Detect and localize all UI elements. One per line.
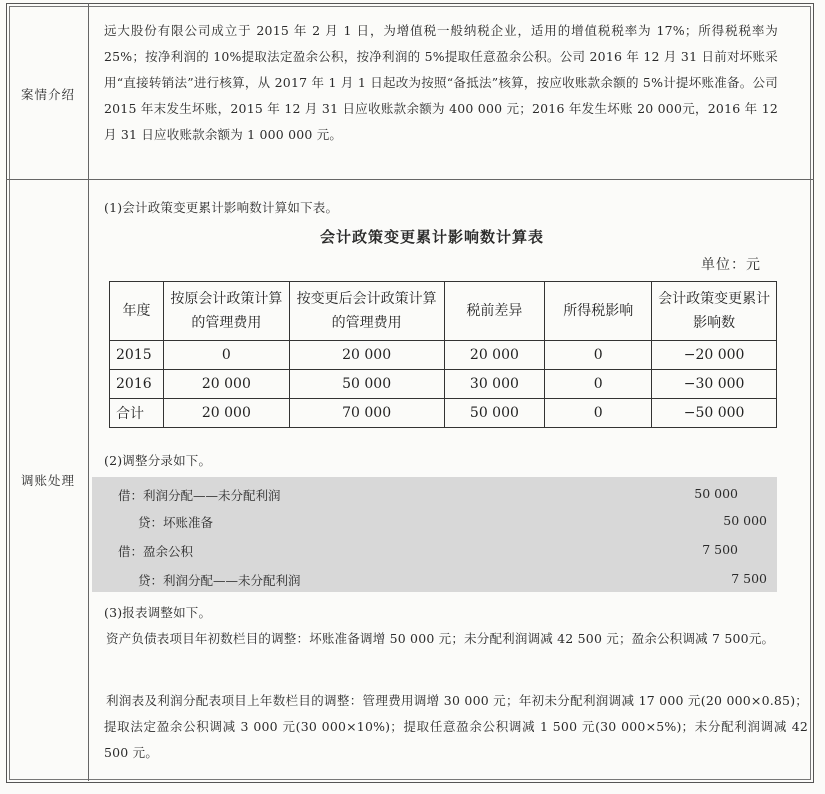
header-original-cost: 按原会计政策计算的管理费用 [163, 282, 289, 341]
table-row [110, 399, 777, 428]
step1-heading: (1)会计政策变更累计影响数计算如下表。 [104, 200, 339, 215]
header-pretax-diff: 税前差异 [444, 282, 545, 341]
column-divider [88, 3, 89, 781]
income-statement-adjustment: 利润表及利润分配表项目上年数栏目的调整：管理费用调增 30 000 元；年初未分配利润调减 17 000 元(20 000×0.85)；提取法定盈余公积调减 3 000 元(30 000×10%)；提取任意盈余公积调减 1 500 元(30 000×5%)；未分配利润调减 42 500 元。 [104, 693, 808, 760]
table-cell: −20 000 [652, 341, 777, 370]
table-cell: 20 000 [163, 399, 289, 428]
table-header-row [110, 282, 777, 341]
header-new-cost: 按变更后会计政策计算的管理费用 [289, 282, 444, 341]
table-cell: 20 000 [289, 341, 444, 370]
table-cell: 0 [163, 341, 289, 370]
table-cell: 50 000 [444, 399, 545, 428]
table-cell: 70 000 [289, 399, 444, 428]
table-cell: −50 000 [652, 399, 777, 428]
case-intro-label: 案情介绍 [20, 87, 75, 102]
table-cell: 2015 [110, 341, 164, 370]
entry-text: 借：利润分配——未分配利润 [118, 488, 281, 503]
header-year: 年度 [110, 282, 164, 341]
entry-text: 借：盈余公积 [118, 544, 194, 559]
table-cell: 合计 [110, 399, 164, 428]
table-title: 会计政策变更累计影响数计算表 [320, 228, 545, 246]
table-cell: 0 [545, 399, 652, 428]
table-cell: 0 [545, 370, 652, 399]
balance-sheet-adjustment: 资产负债表项目年初数栏目的调整：坏账准备调增 50 000 元；未分配利润调减 42 500 元；盈余公积调减 7 500元。 [106, 631, 775, 646]
entry-text: 贷：坏账准备 [138, 515, 214, 530]
impact-table [109, 281, 777, 428]
entry-amount: 50 000 [694, 486, 738, 501]
table-cell: 0 [545, 341, 652, 370]
table-cell: 30 000 [444, 370, 545, 399]
entry-amount: 50 000 [723, 513, 767, 528]
table-cell: 20 000 [163, 370, 289, 399]
table-cell: 2016 [110, 370, 164, 399]
table-row [110, 341, 777, 370]
step2-heading: (2)调整分录如下。 [104, 453, 212, 468]
table-cell: −30 000 [652, 370, 777, 399]
case-intro-text: 远大股份有限公司成立于 2015 年 2 月 1 日，为增值税一般纳税企业，适用的增值税税率为 17%；所得税税率为 25%；按净利润的 10%提取法定盈余公积，按净利润的 5%提取任意盈余公积。公司 2016 年 12 月 31 日前对坏账采用“直接转销法”进行核算，从 2017 年 1 月 1 日起改为按照“备抵法”核算，按应收账款余额的 5%计提坏账准备。公司 2015 年末发生坏账，2015 年 12 月 31 日应收账款余额为 400 000 元；2016 年发生坏账 20 000元，2016 年 12 月 31 日应收账款余额为 1 000 000 元。 [104, 23, 778, 142]
table-cell: 20 000 [444, 341, 545, 370]
entry-amount: 7 500 [731, 571, 767, 586]
header-tax-effect: 所得税影响 [545, 282, 652, 341]
adjust-label: 调账处理 [20, 473, 75, 488]
row-divider [6, 179, 814, 180]
step3-heading: (3)报表调整如下。 [104, 605, 212, 620]
entry-text: 贷：利润分配——未分配利润 [138, 573, 301, 588]
header-cumulative-effect: 会计政策变更累计影响数 [652, 282, 777, 341]
table-unit: 单位：元 [701, 257, 761, 273]
table-cell: 50 000 [289, 370, 444, 399]
entry-amount: 7 500 [702, 542, 738, 557]
table-row [110, 370, 777, 399]
